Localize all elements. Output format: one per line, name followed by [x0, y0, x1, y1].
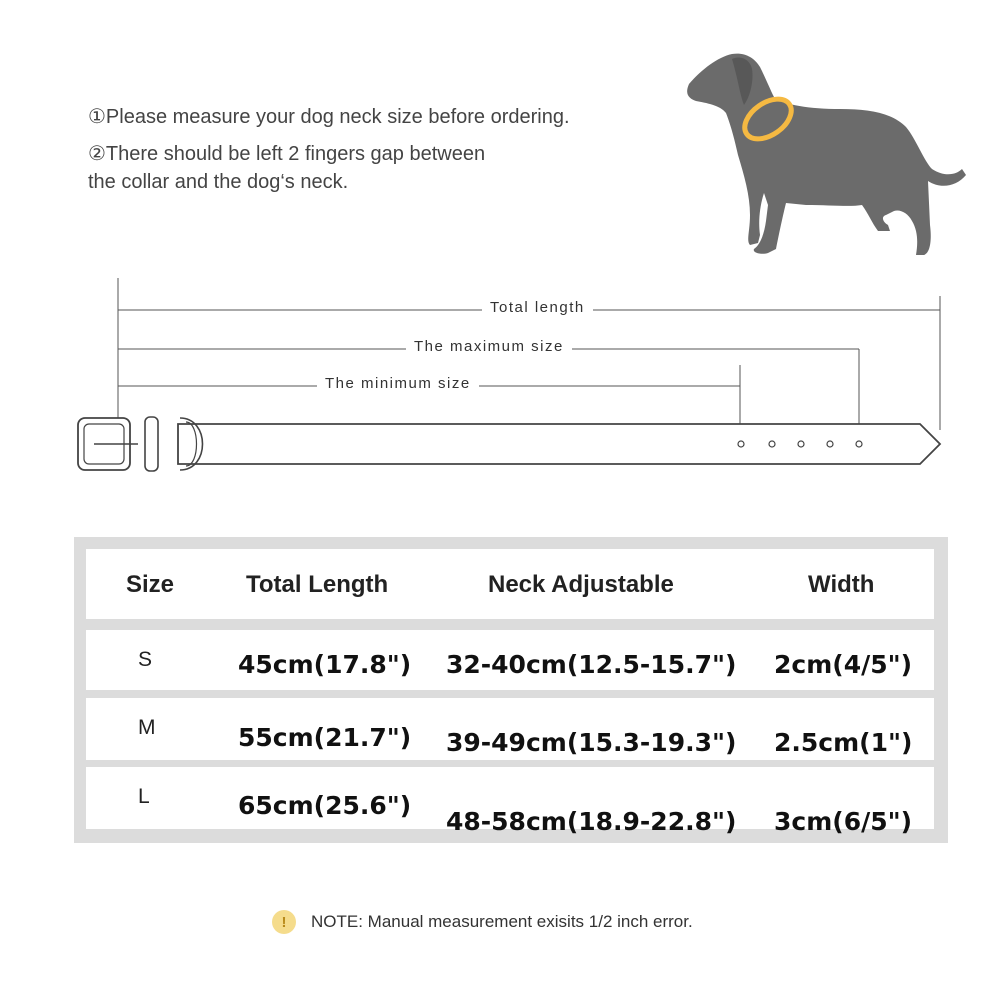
table-row [86, 767, 934, 836]
neck-adjustable-cell: 39-49cm(15.3-19.3") [446, 728, 737, 757]
instruction-measure: ①Please measure your dog neck size before ordering. [88, 106, 570, 128]
neck-adjustable-cell: 48-58cm(18.9-22.8") [446, 807, 737, 836]
minimum-size-label: The minimum size [317, 375, 479, 392]
table-row [86, 698, 934, 760]
note-text: NOTE: Manual measurement exisits 1/2 inch error. [311, 912, 693, 931]
table-header-row [86, 549, 934, 619]
total-length-label: Total length [482, 299, 593, 316]
width-cell: 3cm(6/5") [774, 807, 913, 836]
header-neck-adjustable: Neck Adjustable [488, 571, 674, 598]
size-table [74, 537, 948, 843]
dog-silhouette-icon [680, 45, 970, 260]
note [272, 908, 693, 936]
width-cell: 2cm(4/5") [774, 650, 913, 679]
header-total-length: Total Length [246, 571, 389, 598]
header-width: Width [808, 571, 875, 598]
instruction-gap: ②There should be left 2 fingers gap between [88, 143, 486, 165]
collar-icon [78, 417, 940, 471]
total-length-cell: 65cm(25.6") [238, 791, 412, 820]
neck-adjustable-cell: 32-40cm(12.5-15.7") [446, 650, 737, 679]
size-cell: S [138, 648, 153, 671]
total-length-cell: 55cm(21.7") [238, 723, 412, 752]
instruction-gap-continued: the collar and the dog‘s neck. [88, 171, 349, 193]
table-row [86, 630, 934, 690]
total-length-cell: 45cm(17.8") [238, 650, 412, 679]
size-cell: L [138, 785, 150, 808]
header-size: Size [126, 571, 175, 598]
warning-icon: ! [272, 910, 296, 934]
size-cell: M [138, 716, 156, 739]
width-cell: 2.5cm(1") [774, 728, 913, 757]
maximum-size-label: The maximum size [406, 338, 572, 355]
